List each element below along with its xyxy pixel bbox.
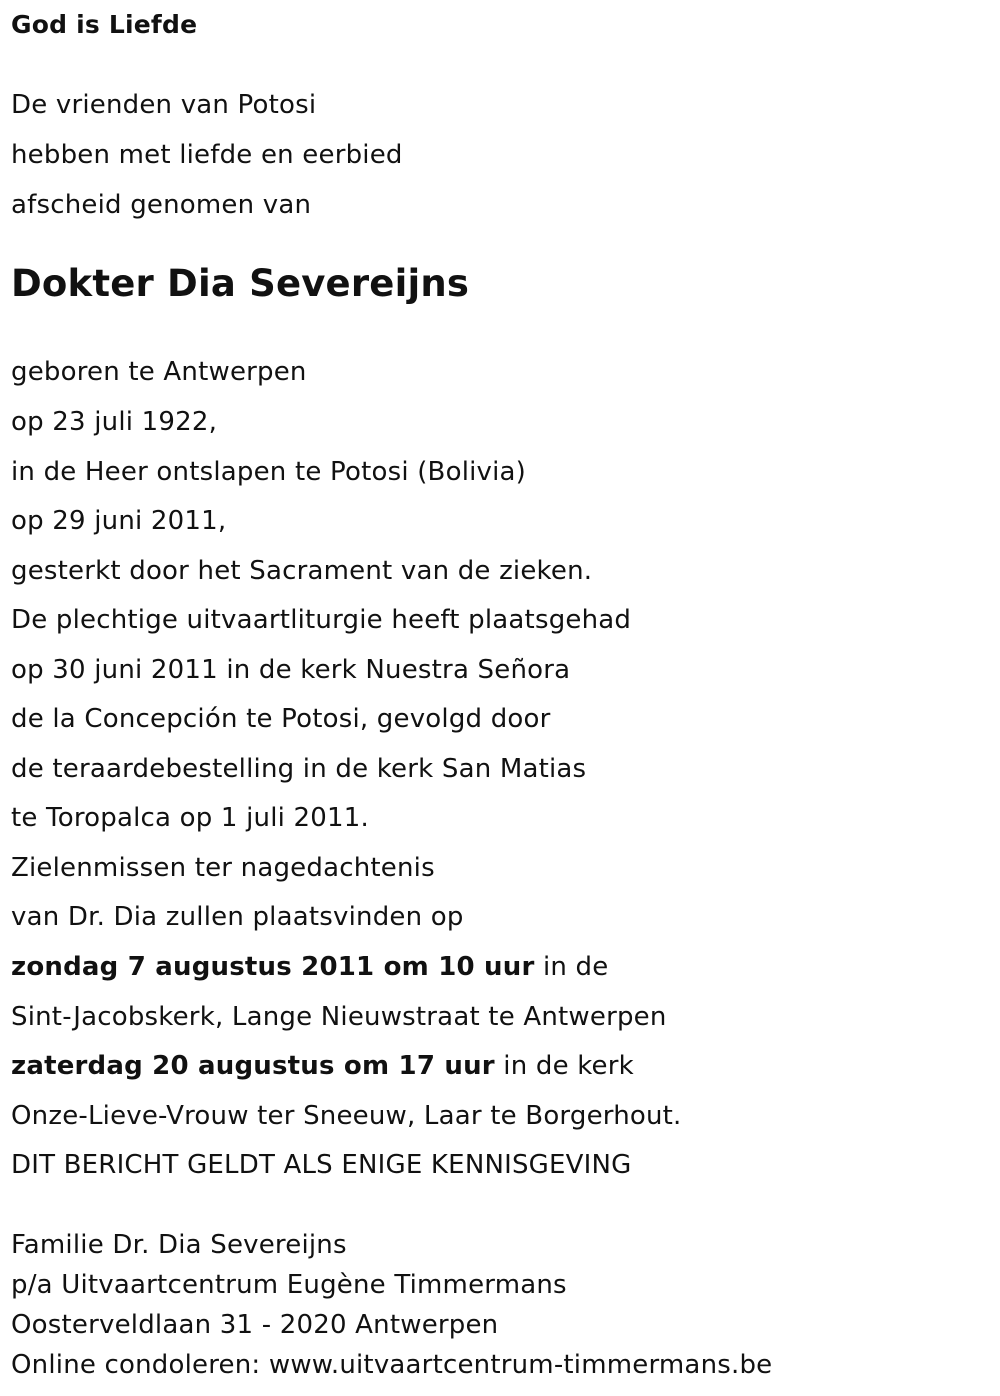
mass-1-suffix: in de — [534, 952, 609, 982]
mass-2-datetime: zaterdag 20 augustus om 17 uur — [11, 1051, 495, 1081]
contact-funeral-home: p/a Uitvaartcentrum Eugène Timmermans — [11, 1270, 567, 1300]
body-line: gesterkt door het Sacrament van de zieken. — [11, 556, 593, 586]
mass-1-location: Sint-Jacobskerk, Lange Nieuwstraat te Antwerpen — [11, 1002, 667, 1032]
body-line: Zielenmissen ter nagedachtenis — [11, 853, 435, 883]
body-line: op 30 juni 2011 in de kerk Nuestra Señora — [11, 655, 571, 685]
contact-online-condolences: Online condoleren: www.uitvaartcentrum-timmermans.be — [11, 1350, 773, 1380]
body-line: de teraardebestelling in de kerk San Matias — [11, 754, 587, 784]
body-line: op 23 juli 1922, — [11, 407, 218, 437]
mass-1-datetime-line — [11, 952, 608, 982]
mass-2-suffix: in de kerk — [494, 1051, 634, 1081]
intro-line: afscheid genomen van — [11, 190, 312, 220]
contact-family: Familie Dr. Dia Severeijns — [11, 1230, 347, 1260]
body-line: in de Heer ontslapen te Potosi (Bolivia) — [11, 457, 527, 487]
body-line: te Toropalca op 1 juli 2011. — [11, 803, 369, 833]
heading: God is Liefde — [11, 10, 198, 39]
body-line: De plechtige uitvaartliturgie heeft plaatsgehad — [11, 605, 632, 635]
intro-line: hebben met liefde en eerbied — [11, 140, 403, 170]
body-line: geboren te Antwerpen — [11, 357, 307, 387]
body-line: van Dr. Dia zullen plaatsvinden op — [11, 902, 464, 932]
mass-2-location: Onze-Lieve-Vrouw ter Sneeuw, Laar te Borgerhout. — [11, 1101, 682, 1131]
mass-1-datetime: zondag 7 augustus 2011 om 10 uur — [11, 952, 535, 982]
intro-line: De vrienden van Potosi — [11, 90, 317, 120]
contact-address: Oosterveldlaan 31 - 2020 Antwerpen — [11, 1310, 499, 1340]
body-line: de la Concepción te Potosi, gevolgd door — [11, 704, 551, 734]
body-line: op 29 juni 2011, — [11, 506, 227, 536]
mass-2-datetime-line — [11, 1051, 634, 1081]
notice: DIT BERICHT GELDT ALS ENIGE KENNISGEVING — [11, 1150, 632, 1180]
deceased-name: Dokter Dia Severeijns — [11, 262, 470, 305]
